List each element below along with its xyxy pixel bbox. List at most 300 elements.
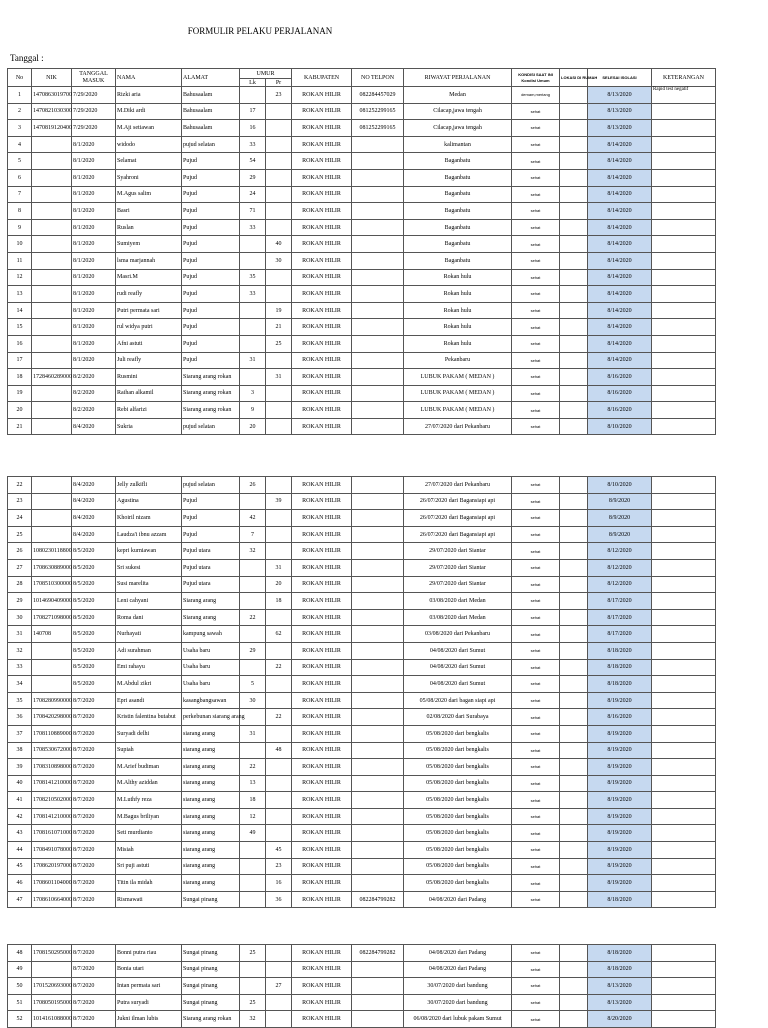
cell-keterangan bbox=[652, 609, 716, 626]
cell-keterangan bbox=[652, 418, 716, 435]
cell-umur-lk bbox=[240, 576, 266, 593]
cell-nama: Jukni ilman lubis bbox=[116, 1011, 182, 1028]
cell-keterangan bbox=[652, 559, 716, 576]
travelers-table-page-2 bbox=[7, 476, 716, 908]
cell-umur-lk bbox=[240, 842, 266, 859]
cell-keterangan bbox=[652, 302, 716, 319]
cell-umur-lk bbox=[240, 369, 266, 386]
table-row bbox=[8, 659, 716, 676]
cell-keterangan bbox=[652, 203, 716, 220]
cell-no-telpon bbox=[352, 203, 404, 220]
cell-riwayat: kalimantan bbox=[404, 136, 512, 153]
cell-lokasi bbox=[560, 203, 588, 220]
cell-keterangan bbox=[652, 169, 716, 186]
cell-alamat: Pujud bbox=[182, 252, 240, 269]
cell-kabupaten: ROKAN HILIR bbox=[292, 493, 352, 510]
cell-no-telpon bbox=[352, 1011, 404, 1028]
cell-riwayat: 04/08/2020 dari Padang bbox=[404, 891, 512, 908]
cell-nik bbox=[32, 477, 72, 494]
cell-lokasi bbox=[560, 352, 588, 369]
cell-nik: 1708491078000 bbox=[32, 842, 72, 859]
cell-no-telpon bbox=[352, 510, 404, 527]
cell-alamat: Pujud bbox=[182, 286, 240, 303]
cell-nik bbox=[32, 302, 72, 319]
cell-keterangan bbox=[652, 352, 716, 369]
cell-kondisi: sehat bbox=[512, 269, 560, 286]
table-row bbox=[8, 286, 716, 303]
cell-umur-pr: 20 bbox=[266, 576, 292, 593]
cell-keterangan bbox=[652, 875, 716, 892]
cell-riwayat: 02/08/2020 dari Surabaya bbox=[404, 709, 512, 726]
cell-tanggal-masuk: 8/5/2020 bbox=[72, 593, 116, 610]
cell-nama: Laudza'i ibnu azzam bbox=[116, 526, 182, 543]
cell-umur-lk: 32 bbox=[240, 1011, 266, 1028]
cell-keterangan bbox=[652, 676, 716, 693]
cell-tanggal-masuk: 8/7/2020 bbox=[72, 875, 116, 892]
cell-kondisi: sehat bbox=[512, 510, 560, 527]
cell-riwayat: 05/08/2020 dari bengkalis bbox=[404, 775, 512, 792]
cell-nama: Misiah bbox=[116, 842, 182, 859]
date-label: Tanggal : bbox=[10, 53, 44, 63]
header-kondisi-title: KONDISI SAAT INI bbox=[518, 71, 553, 77]
table-row bbox=[8, 369, 716, 386]
cell-keterangan bbox=[652, 543, 716, 560]
cell-riwayat: Baganbatu bbox=[404, 169, 512, 186]
table-row bbox=[8, 236, 716, 253]
cell-selesai-isolasi: 8/19/2020 bbox=[588, 692, 652, 709]
cell-riwayat: 04/08/2020 dari Sumut bbox=[404, 642, 512, 659]
cell-alamat: siarang arang bbox=[182, 725, 240, 742]
cell-alamat: siarang arang bbox=[182, 842, 240, 859]
cell-no: 40 bbox=[8, 775, 32, 792]
cell-nama: Emi rahayu bbox=[116, 659, 182, 676]
cell-selesai-isolasi: 8/18/2020 bbox=[588, 961, 652, 978]
header-kabupaten: KABUPATEN bbox=[292, 69, 352, 87]
cell-umur-pr bbox=[266, 286, 292, 303]
cell-lokasi bbox=[560, 369, 588, 386]
cell-lokasi bbox=[560, 759, 588, 776]
cell-kabupaten: ROKAN HILIR bbox=[292, 775, 352, 792]
cell-riwayat: Pekanbaru bbox=[404, 352, 512, 369]
cell-riwayat: 04/08/2020 dari Padang bbox=[404, 961, 512, 978]
cell-nama: Nurhayati bbox=[116, 626, 182, 643]
cell-no-telpon bbox=[352, 369, 404, 386]
cell-kondisi: sehat bbox=[512, 352, 560, 369]
cell-tanggal-masuk: 8/5/2020 bbox=[72, 642, 116, 659]
cell-selesai-isolasi: 8/19/2020 bbox=[588, 792, 652, 809]
cell-tanggal-masuk: 8/1/2020 bbox=[72, 302, 116, 319]
cell-no: 16 bbox=[8, 335, 32, 352]
table-row bbox=[8, 945, 716, 962]
cell-kabupaten: ROKAN HILIR bbox=[292, 169, 352, 186]
cell-nik bbox=[32, 676, 72, 693]
table-row bbox=[8, 875, 716, 892]
cell-no-telpon bbox=[352, 858, 404, 875]
cell-keterangan bbox=[652, 961, 716, 978]
cell-nama: Sumiyem bbox=[116, 236, 182, 253]
cell-no-telpon bbox=[352, 136, 404, 153]
cell-no: 8 bbox=[8, 203, 32, 220]
cell-alamat: Usaha baru bbox=[182, 676, 240, 693]
cell-kondisi: sehat bbox=[512, 120, 560, 137]
cell-keterangan bbox=[652, 775, 716, 792]
cell-nik: 1708280990000 bbox=[32, 692, 72, 709]
cell-kondisi: sehat bbox=[512, 626, 560, 643]
cell-no-telpon bbox=[352, 842, 404, 859]
cell-lokasi bbox=[560, 609, 588, 626]
cell-selesai-isolasi: 8/19/2020 bbox=[588, 759, 652, 776]
cell-kondisi: sehat bbox=[512, 526, 560, 543]
cell-nik bbox=[32, 269, 72, 286]
cell-tanggal-masuk: 8/5/2020 bbox=[72, 543, 116, 560]
cell-nama: Afni astuti bbox=[116, 335, 182, 352]
cell-umur-pr bbox=[266, 103, 292, 120]
cell-no: 50 bbox=[8, 978, 32, 995]
cell-no: 13 bbox=[8, 286, 32, 303]
cell-kabupaten: ROKAN HILIR bbox=[292, 642, 352, 659]
cell-selesai-isolasi: 8/16/2020 bbox=[588, 369, 652, 386]
cell-tanggal-masuk: 8/7/2020 bbox=[72, 891, 116, 908]
cell-umur-pr bbox=[266, 203, 292, 220]
cell-kabupaten: ROKAN HILIR bbox=[292, 659, 352, 676]
table-row bbox=[8, 252, 716, 269]
cell-umur-pr bbox=[266, 526, 292, 543]
cell-keterangan bbox=[652, 136, 716, 153]
cell-lokasi bbox=[560, 626, 588, 643]
cell-selesai-isolasi: 8/20/2020 bbox=[588, 1011, 652, 1028]
table-row bbox=[8, 1011, 716, 1028]
cell-no: 6 bbox=[8, 169, 32, 186]
cell-lokasi bbox=[560, 775, 588, 792]
cell-umur-lk bbox=[240, 559, 266, 576]
cell-riwayat: Baganbatu bbox=[404, 186, 512, 203]
cell-kabupaten: ROKAN HILIR bbox=[292, 369, 352, 386]
cell-umur-pr: 31 bbox=[266, 559, 292, 576]
cell-no: 42 bbox=[8, 808, 32, 825]
cell-kabupaten: ROKAN HILIR bbox=[292, 725, 352, 742]
cell-lokasi bbox=[560, 961, 588, 978]
cell-selesai-isolasi: 8/13/2020 bbox=[588, 978, 652, 995]
cell-alamat: Bahusaalam bbox=[182, 120, 240, 137]
cell-umur-lk bbox=[240, 961, 266, 978]
cell-selesai-isolasi: 8/18/2020 bbox=[588, 891, 652, 908]
cell-riwayat: Baganbatu bbox=[404, 236, 512, 253]
cell-riwayat: Medan bbox=[404, 87, 512, 104]
cell-riwayat: 30/07/2020 dari bandung bbox=[404, 978, 512, 995]
table-row bbox=[8, 153, 716, 170]
cell-umur-lk: 35 bbox=[240, 269, 266, 286]
header-selesai: SELESAI ISOLASI bbox=[588, 69, 652, 87]
cell-tanggal-masuk: 8/1/2020 bbox=[72, 335, 116, 352]
cell-kondisi: sehat bbox=[512, 186, 560, 203]
cell-umur-pr bbox=[266, 725, 292, 742]
cell-nik: 1470863019700 bbox=[32, 87, 72, 104]
cell-umur-lk: 22 bbox=[240, 609, 266, 626]
cell-riwayat: 27/07/2020 dari Pekanbaru bbox=[404, 418, 512, 435]
cell-keterangan bbox=[652, 153, 716, 170]
cell-nik: 1080230118800 bbox=[32, 543, 72, 560]
table-row bbox=[8, 319, 716, 336]
cell-umur-lk: 54 bbox=[240, 153, 266, 170]
cell-keterangan bbox=[652, 402, 716, 419]
cell-umur-pr bbox=[266, 219, 292, 236]
cell-kondisi: sehat bbox=[512, 252, 560, 269]
cell-umur-pr bbox=[266, 692, 292, 709]
cell-nik: 1708630889000 bbox=[32, 559, 72, 576]
cell-umur-pr bbox=[266, 759, 292, 776]
header-no-telpon: NO TELPON bbox=[352, 69, 404, 87]
cell-selesai-isolasi: 8/19/2020 bbox=[588, 808, 652, 825]
cell-no-telpon bbox=[352, 792, 404, 809]
cell-lokasi bbox=[560, 269, 588, 286]
table-row bbox=[8, 169, 716, 186]
cell-kabupaten: ROKAN HILIR bbox=[292, 1011, 352, 1028]
table-row bbox=[8, 609, 716, 626]
cell-selesai-isolasi: 8/19/2020 bbox=[588, 725, 652, 742]
cell-no-telpon bbox=[352, 742, 404, 759]
cell-nik: 1701520693000 bbox=[32, 978, 72, 995]
cell-alamat: Siarang arang bbox=[182, 609, 240, 626]
cell-nik: 1014690409000 bbox=[32, 593, 72, 610]
cell-lokasi bbox=[560, 642, 588, 659]
cell-riwayat: 05/08/2020 dari bengkalis bbox=[404, 725, 512, 742]
cell-alamat: kasangbangsawan bbox=[182, 692, 240, 709]
cell-no: 51 bbox=[8, 994, 32, 1011]
cell-riwayat: 05/08/2020 dari bengkalis bbox=[404, 759, 512, 776]
cell-no-telpon bbox=[352, 493, 404, 510]
cell-umur-lk: 5 bbox=[240, 676, 266, 693]
cell-umur-lk: 17 bbox=[240, 103, 266, 120]
cell-umur-pr bbox=[266, 510, 292, 527]
cell-riwayat: Rokan hulu bbox=[404, 335, 512, 352]
cell-keterangan bbox=[652, 219, 716, 236]
cell-kabupaten: ROKAN HILIR bbox=[292, 103, 352, 120]
cell-kabupaten: ROKAN HILIR bbox=[292, 510, 352, 527]
cell-alamat: Pujud bbox=[182, 352, 240, 369]
cell-no-telpon bbox=[352, 186, 404, 203]
cell-no: 46 bbox=[8, 875, 32, 892]
cell-no-telpon bbox=[352, 319, 404, 336]
cell-umur-pr bbox=[266, 169, 292, 186]
cell-kondisi: sehat bbox=[512, 945, 560, 962]
cell-tanggal-masuk: 8/7/2020 bbox=[72, 945, 116, 962]
cell-tanggal-masuk: 8/5/2020 bbox=[72, 626, 116, 643]
header-lk: Lk bbox=[240, 79, 266, 87]
cell-nik: 1708271098000 bbox=[32, 609, 72, 626]
cell-no: 24 bbox=[8, 510, 32, 527]
cell-no: 25 bbox=[8, 526, 32, 543]
cell-kabupaten: ROKAN HILIR bbox=[292, 559, 352, 576]
cell-nik: 1708141210000 bbox=[32, 775, 72, 792]
header-tanggal-masuk: TANGGAL MASUK bbox=[72, 69, 116, 87]
cell-kondisi: sehat bbox=[512, 236, 560, 253]
cell-umur-pr bbox=[266, 775, 292, 792]
cell-lokasi bbox=[560, 526, 588, 543]
cell-no-telpon bbox=[352, 759, 404, 776]
table-row bbox=[8, 725, 716, 742]
cell-kabupaten: ROKAN HILIR bbox=[292, 319, 352, 336]
table-row bbox=[8, 709, 716, 726]
cell-lokasi bbox=[560, 792, 588, 809]
cell-riwayat: LUBUK PAKAM ( MEDAN ) bbox=[404, 385, 512, 402]
cell-umur-pr: 62 bbox=[266, 626, 292, 643]
cell-tanggal-masuk: 8/7/2020 bbox=[72, 842, 116, 859]
cell-umur-pr: 21 bbox=[266, 319, 292, 336]
table-row bbox=[8, 742, 716, 759]
cell-umur-pr bbox=[266, 352, 292, 369]
cell-nik: 1708310898000 bbox=[32, 759, 72, 776]
cell-kondisi: sehat bbox=[512, 153, 560, 170]
cell-nama: Sri puji astuti bbox=[116, 858, 182, 875]
cell-alamat: Bahusaalam bbox=[182, 87, 240, 104]
cell-no: 5 bbox=[8, 153, 32, 170]
cell-alamat: Pujud utara bbox=[182, 576, 240, 593]
form-title: FORMULIR PELAKU PERJALANAN bbox=[187, 26, 333, 36]
cell-keterangan bbox=[652, 792, 716, 809]
cell-umur-pr bbox=[266, 792, 292, 809]
cell-no-telpon bbox=[352, 477, 404, 494]
cell-riwayat: Rokan hulu bbox=[404, 319, 512, 336]
cell-no-telpon bbox=[352, 676, 404, 693]
cell-selesai-isolasi: 8/19/2020 bbox=[588, 825, 652, 842]
cell-keterangan bbox=[652, 891, 716, 908]
cell-alamat: Siarang arang rokan bbox=[182, 369, 240, 386]
cell-no: 38 bbox=[8, 742, 32, 759]
cell-kabupaten: ROKAN HILIR bbox=[292, 477, 352, 494]
cell-tanggal-masuk: 8/4/2020 bbox=[72, 477, 116, 494]
cell-alamat: Bahusaalam bbox=[182, 103, 240, 120]
cell-no: 11 bbox=[8, 252, 32, 269]
cell-nama: Agustina bbox=[116, 493, 182, 510]
cell-alamat: Sungai pinang bbox=[182, 994, 240, 1011]
header-nama: NAMA bbox=[116, 69, 182, 87]
cell-kabupaten: ROKAN HILIR bbox=[292, 609, 352, 626]
cell-umur-pr bbox=[266, 543, 292, 560]
cell-keterangan bbox=[652, 709, 716, 726]
cell-kondisi: sehat bbox=[512, 169, 560, 186]
cell-nama: Supiah bbox=[116, 742, 182, 759]
cell-kondisi: sehat bbox=[512, 493, 560, 510]
cell-lokasi bbox=[560, 825, 588, 842]
cell-nama: Seti murdianto bbox=[116, 825, 182, 842]
cell-keterangan bbox=[652, 858, 716, 875]
cell-nama: Rizki aria bbox=[116, 87, 182, 104]
cell-nik: 1708150295000 bbox=[32, 945, 72, 962]
cell-tanggal-masuk: 8/1/2020 bbox=[72, 236, 116, 253]
cell-riwayat: 03/08/2020 dari Medan bbox=[404, 593, 512, 610]
cell-tanggal-masuk: 8/7/2020 bbox=[72, 994, 116, 1011]
cell-no: 26 bbox=[8, 543, 32, 560]
cell-kabupaten: ROKAN HILIR bbox=[292, 252, 352, 269]
cell-nama: M.Agus salim bbox=[116, 186, 182, 203]
cell-umur-pr bbox=[266, 961, 292, 978]
table-row bbox=[8, 891, 716, 908]
table-row bbox=[8, 402, 716, 419]
header-alamat: ALAMAT bbox=[182, 69, 240, 87]
cell-selesai-isolasi: 8/10/2020 bbox=[588, 477, 652, 494]
table-row bbox=[8, 510, 716, 527]
cell-no-telpon bbox=[352, 725, 404, 742]
cell-no-telpon bbox=[352, 286, 404, 303]
cell-kondisi: sehat bbox=[512, 775, 560, 792]
cell-kabupaten: ROKAN HILIR bbox=[292, 626, 352, 643]
cell-keterangan bbox=[652, 526, 716, 543]
cell-umur-lk bbox=[240, 891, 266, 908]
cell-keterangan bbox=[652, 576, 716, 593]
cell-umur-pr: 16 bbox=[266, 875, 292, 892]
cell-umur-lk: 25 bbox=[240, 994, 266, 1011]
cell-keterangan bbox=[652, 319, 716, 336]
cell-umur-pr bbox=[266, 402, 292, 419]
cell-no-telpon bbox=[352, 659, 404, 676]
cell-riwayat: 29/07/2020 dari Siantar bbox=[404, 576, 512, 593]
cell-nama: Masri.M bbox=[116, 269, 182, 286]
cell-umur-pr bbox=[266, 609, 292, 626]
cell-no: 2 bbox=[8, 103, 32, 120]
cell-kondisi: sehat bbox=[512, 858, 560, 875]
cell-no: 23 bbox=[8, 493, 32, 510]
cell-alamat: siarang arang bbox=[182, 759, 240, 776]
cell-selesai-isolasi: 8/16/2020 bbox=[588, 402, 652, 419]
cell-riwayat: 29/07/2020 dari Siantar bbox=[404, 543, 512, 560]
cell-umur-pr: 40 bbox=[266, 236, 292, 253]
cell-riwayat: 04/08/2020 dari Padang bbox=[404, 945, 512, 962]
cell-tanggal-masuk: 8/1/2020 bbox=[72, 186, 116, 203]
cell-umur-lk: 26 bbox=[240, 477, 266, 494]
header-umur: UMUR bbox=[240, 69, 292, 79]
cell-nama: Syahroni bbox=[116, 169, 182, 186]
header-kondisi-umum: Kondisi Umum bbox=[521, 77, 550, 83]
cell-kabupaten: ROKAN HILIR bbox=[292, 945, 352, 962]
cell-kondisi: sehat bbox=[512, 302, 560, 319]
cell-keterangan bbox=[652, 103, 716, 120]
cell-keterangan bbox=[652, 186, 716, 203]
cell-lokasi bbox=[560, 335, 588, 352]
cell-tanggal-masuk: 7/29/2020 bbox=[72, 120, 116, 137]
cell-nik bbox=[32, 659, 72, 676]
cell-nik bbox=[32, 352, 72, 369]
cell-kabupaten: ROKAN HILIR bbox=[292, 418, 352, 435]
cell-no: 12 bbox=[8, 269, 32, 286]
table-row bbox=[8, 418, 716, 435]
cell-umur-pr bbox=[266, 269, 292, 286]
cell-umur-pr bbox=[266, 825, 292, 842]
cell-keterangan bbox=[652, 825, 716, 842]
cell-keterangan bbox=[652, 808, 716, 825]
cell-riwayat: 04/08/2020 dari Sumut bbox=[404, 659, 512, 676]
table-row bbox=[8, 543, 716, 560]
table-row bbox=[8, 335, 716, 352]
header-no: No bbox=[8, 69, 32, 87]
cell-lokasi bbox=[560, 875, 588, 892]
cell-keterangan bbox=[652, 842, 716, 859]
cell-kabupaten: ROKAN HILIR bbox=[292, 858, 352, 875]
cell-tanggal-masuk: 8/7/2020 bbox=[72, 858, 116, 875]
cell-selesai-isolasi: 8/14/2020 bbox=[588, 302, 652, 319]
table-row bbox=[8, 978, 716, 995]
cell-lokasi bbox=[560, 286, 588, 303]
cell-kabupaten: ROKAN HILIR bbox=[292, 576, 352, 593]
cell-umur-lk bbox=[240, 626, 266, 643]
cell-kondisi: sehat bbox=[512, 842, 560, 859]
cell-nama: Adi surahman bbox=[116, 642, 182, 659]
cell-alamat: siarang arang bbox=[182, 858, 240, 875]
cell-alamat: Pujud utara bbox=[182, 543, 240, 560]
cell-no-telpon bbox=[352, 526, 404, 543]
cell-kondisi: sehat bbox=[512, 477, 560, 494]
cell-umur-pr: 45 bbox=[266, 842, 292, 859]
cell-kabupaten: ROKAN HILIR bbox=[292, 219, 352, 236]
